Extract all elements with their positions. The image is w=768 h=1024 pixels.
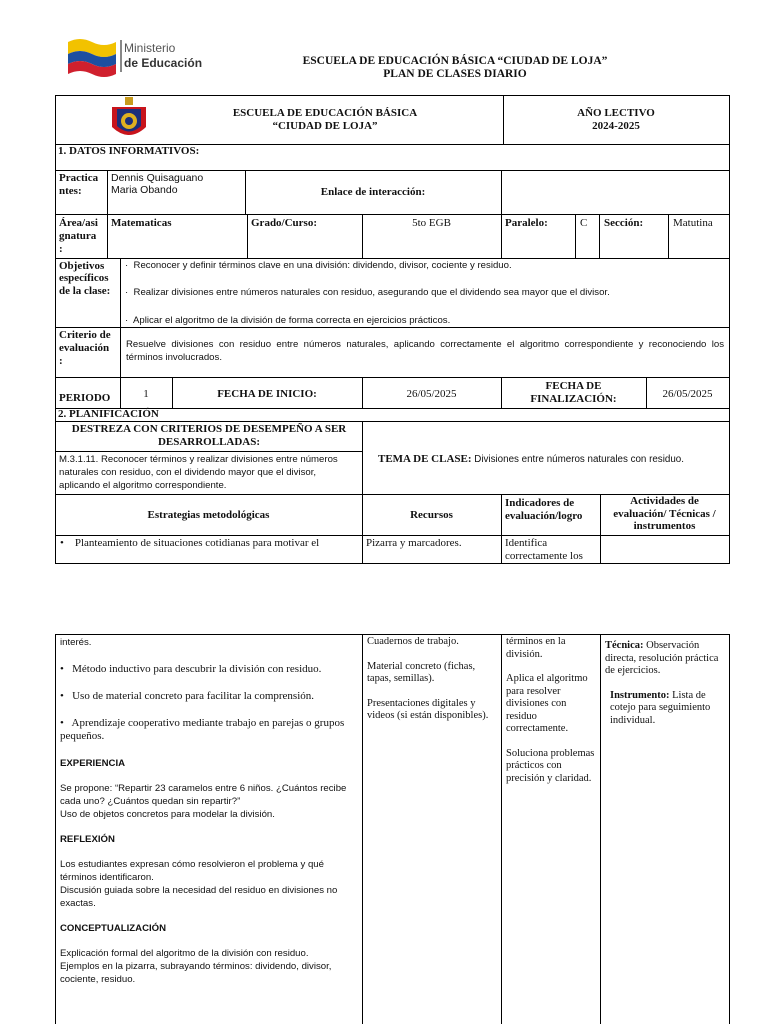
- recurso-item: Presentaciones digitales y videos (si están disponibles).: [367, 697, 489, 721]
- year-label: AÑO LECTIVO: [577, 107, 655, 119]
- fecha-inicio-label: FECHA DE INICIO:: [217, 388, 317, 400]
- section1-title: 1. DATOS INFORMATIVOS:: [58, 145, 200, 157]
- destreza-header-1: DESTREZA CON CRITERIOS DE DESEMPEÑO A SER: [71, 423, 347, 435]
- objetivos-label-3: de la clase:: [59, 285, 111, 297]
- logo-line2: de Educación: [124, 56, 203, 70]
- document-plan-title: PLAN DE CLASES DIARIO: [383, 68, 527, 80]
- seccion-label: Sección:: [604, 217, 644, 229]
- recursos-column: [367, 636, 497, 735]
- indicador-item: términos en la división.: [506, 636, 566, 660]
- objetivos-label-2: específicos: [59, 272, 109, 284]
- criterio-label-1: Criterio de: [59, 329, 111, 341]
- practicantes-label-2: ntes:: [59, 185, 82, 197]
- school-crest-icon: [108, 97, 150, 143]
- tecnica-block: [605, 640, 727, 678]
- periodo-value: 1: [143, 388, 149, 400]
- tecnica-label: Técnica:: [605, 640, 644, 651]
- periodo-label: PERIODO: [59, 392, 111, 404]
- objetivo-item: · Reconocer y definir términos clave en una división: dividendo, divisor, cociente y residuo.: [125, 260, 512, 271]
- header-actividades: Actividades de evaluación/ Técnicas / instrumentos: [613, 495, 716, 532]
- paralelo-label: Paralelo:: [505, 217, 548, 229]
- indicador-item: Soluciona problemas prácticos con precisión y claridad.: [506, 747, 595, 784]
- instrumento-block: [605, 690, 727, 728]
- tecnica-text: Observación directa, resolución práctica de ejercicios.: [605, 640, 719, 676]
- practicante-name-2: Maria Obando: [111, 184, 178, 196]
- indicador-line-1: Identifica: [505, 537, 548, 549]
- logo-line1: Ministerio: [124, 41, 176, 55]
- document-school-title: ESCUELA DE EDUCACIÓN BÁSICA “CIUDAD DE LOJA”: [302, 55, 608, 67]
- estrategia-bullet: • Uso de material concreto para facilitar la comprensión.: [60, 690, 315, 702]
- header-recursos: Recursos: [410, 509, 453, 521]
- recurso-item: Pizarra y marcadores.: [366, 537, 462, 549]
- recurso-item: Cuadernos de trabajo.: [367, 636, 459, 647]
- destreza-text: M.3.1.11. Reconocer términos y realizar divisiones entre números naturales con residuo, con el dividendo mayor que el divisor, aplicando el algoritmo correspondiente.: [59, 454, 338, 491]
- indicador-item: Aplica el algoritmo para resolver divisiones con residuo correctamente.: [506, 673, 588, 734]
- paralelo-value: C: [580, 217, 588, 229]
- practicante-name-1: Dennis Quisaguano: [111, 172, 204, 184]
- practicantes-label-1: Practica: [59, 172, 99, 184]
- ministerio-logo: [66, 36, 206, 80]
- enlace-label: Enlace de interacción:: [320, 186, 426, 198]
- objetivo-item: · Realizar divisiones entre números naturales con residuo, asegurando que el dividendo sea mayor que el divisor.: [125, 287, 610, 298]
- row-school-line2: “CIUDAD DE LOJA”: [272, 120, 378, 132]
- objetivo-item: · Aplicar el algoritmo de la división de forma correcta en ejercicios prácticos.: [125, 315, 451, 326]
- criterio-label-2: evaluación: [59, 342, 110, 354]
- area-label-2: gnatura: [59, 230, 97, 242]
- fecha-fin-label-2: FINALIZACIÓN:: [530, 393, 617, 405]
- year-value: 2024-2025: [592, 120, 640, 132]
- criterio-label-3: :: [59, 355, 63, 367]
- seccion-value: Matutina: [673, 217, 713, 229]
- subject-value: Matematicas: [111, 217, 172, 229]
- criterio-text: Resuelve divisiones con residuo entre números naturales, aplicando correctamente el algoritmo correspondiente y reconociendo los términos involucrados.: [126, 339, 724, 363]
- ecuador-flag-logo-icon: [66, 36, 118, 78]
- indicadores-column: [506, 636, 598, 797]
- tema-label: TEMA DE CLASE:: [378, 453, 472, 465]
- recurso-item: Material concreto (fichas, tapas, semillas).: [367, 660, 476, 684]
- conceptualizacion-text-2: Ejemplos en la pizarra, subrayando términos: dividendo, divisor, cociente, residuo.: [60, 961, 332, 985]
- header-indicadores: Indicadores de evaluación/logro: [505, 497, 583, 522]
- area-label-1: Área/asi: [59, 217, 98, 229]
- fecha-fin-label-1: FECHA DE: [545, 380, 602, 392]
- estrategia-bullet: • Método inductivo para descubrir la división con residuo.: [60, 663, 322, 675]
- objetivos-label-1: Objetivos: [59, 260, 105, 272]
- estrategia-bullet: • Aprendizaje cooperativo mediante trabajo en parejas o grupos pequeños.: [60, 717, 345, 742]
- tema-de-clase: [378, 453, 728, 467]
- estrategias-continuation: interés.: [60, 637, 92, 648]
- instrumento-text: Lista de cotejo para seguimiento individual.: [610, 689, 711, 726]
- row-school-line1: ESCUELA DE EDUCACIÓN BÁSICA: [232, 107, 418, 119]
- destreza-header-2: DESARROLLADAS:: [157, 436, 261, 448]
- fecha-inicio-value: 26/05/2025: [406, 388, 457, 400]
- experiencia-title: EXPERIENCIA: [60, 758, 126, 769]
- actividades-column: [605, 640, 727, 739]
- header-estrategias: Estrategias metodológicas: [147, 509, 270, 521]
- estrategias-column: [60, 636, 358, 986]
- instrumento-label: Instrumento:: [610, 689, 670, 701]
- conceptualizacion-title: CONCEPTUALIZACIÓN: [60, 923, 167, 934]
- experiencia-text-2: Uso de objetos concretos para modelar la división.: [60, 809, 275, 820]
- area-label-3: :: [59, 243, 63, 255]
- reflexion-title: REFLEXIÓN: [60, 834, 115, 845]
- indicador-line-2: correctamente los: [505, 550, 583, 562]
- estrategia-item: • Planteamiento de situaciones cotidianas para motivar el: [60, 537, 320, 549]
- section2-title: 2. PLANIFICACIÓN: [58, 408, 159, 420]
- fecha-fin-value: 26/05/2025: [662, 388, 713, 400]
- reflexion-text-2: Discusión guiada sobre la necesidad del residuo en divisiones no exactas.: [60, 885, 338, 909]
- experiencia-text-1: Se propone: “Repartir 23 caramelos entre 6 niños. ¿Cuántos recibe cada uno? ¿Cuántos quedan sin repartir?”: [60, 783, 347, 807]
- tema-value: Divisiones entre números naturales con residuo.: [474, 454, 684, 465]
- grade-label: Grado/Curso:: [251, 217, 317, 229]
- grade-value: 5to EGB: [412, 217, 451, 229]
- reflexion-text-1: Los estudiantes expresan cómo resolvieron el problema y qué términos identificaron.: [60, 859, 324, 883]
- conceptualizacion-text-1: Explicación formal del algoritmo de la división con residuo.: [60, 948, 309, 959]
